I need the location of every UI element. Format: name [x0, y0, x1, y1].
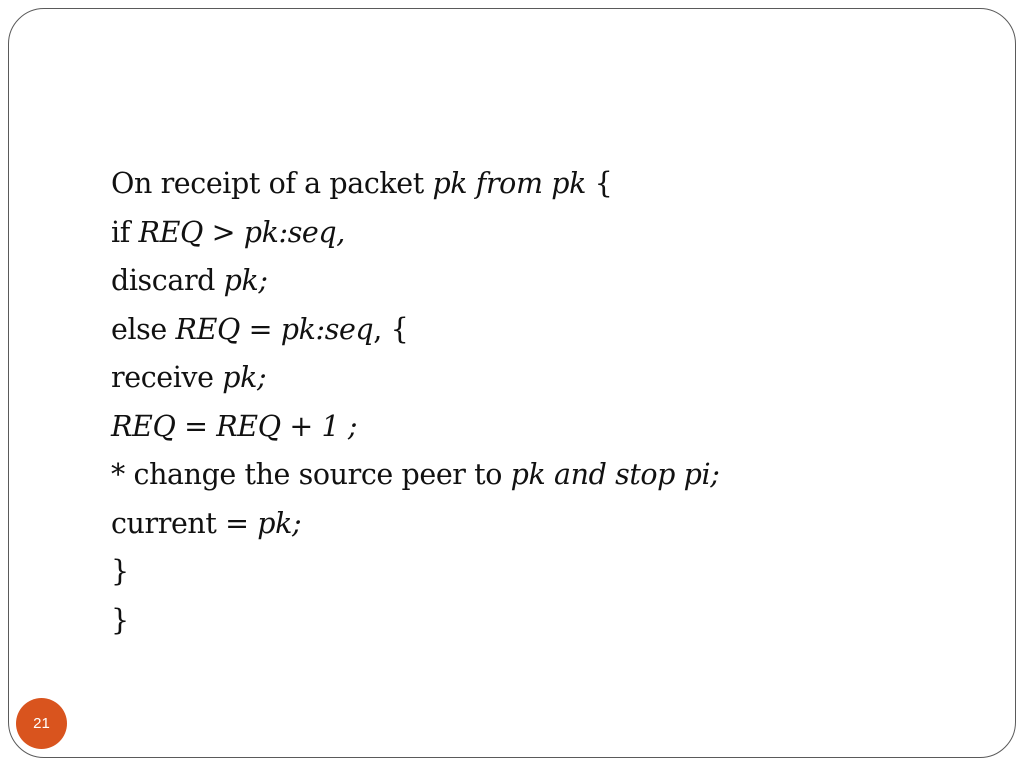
italic-text-run: pk; — [222, 361, 267, 394]
text-run: * change the source peer to — [111, 458, 511, 491]
text-line — [111, 160, 719, 209]
text-run: On receipt of a packet — [111, 167, 433, 200]
text-line — [111, 451, 719, 500]
italic-text-run: 1 ; — [321, 409, 358, 443]
text-line — [111, 403, 719, 452]
italic-text-run: pk; — [257, 506, 302, 540]
text-run: discard — [111, 264, 224, 297]
text-line — [111, 209, 719, 258]
italic-text-run: pk:seq — [280, 312, 374, 346]
italic-text-run: REQ — [175, 312, 240, 346]
text-line — [111, 306, 719, 355]
text-run: receive — [111, 361, 223, 394]
text-run: = — [175, 409, 217, 443]
text-line — [111, 500, 719, 549]
page-number-badge — [16, 698, 67, 749]
text-run: { — [585, 167, 613, 200]
text-line — [111, 548, 719, 597]
text-run: , { — [373, 312, 409, 346]
text-line — [111, 257, 719, 306]
text-run: = — [239, 312, 281, 346]
text-run: current = — [111, 506, 258, 540]
page-number: 21 — [33, 715, 50, 732]
text-run: } — [111, 603, 129, 637]
italic-text-run: pk; — [223, 264, 268, 297]
text-line — [111, 354, 719, 403]
text-run: + — [280, 409, 322, 443]
text-run: } — [111, 555, 129, 588]
italic-text-run: REQ — [216, 409, 281, 443]
italic-text-run: pk and stop pi; — [510, 458, 720, 491]
italic-text-run: pk:seq, — [243, 215, 345, 249]
italic-text-run: REQ — [111, 409, 176, 443]
italic-text-run: REQ — [138, 215, 203, 249]
text-run: if — [111, 215, 139, 249]
text-run: else — [111, 312, 176, 346]
text-line — [111, 597, 719, 646]
italic-text-run: pk from pk — [432, 167, 586, 200]
slide-body-text — [111, 160, 719, 645]
text-run: > — [202, 215, 244, 249]
